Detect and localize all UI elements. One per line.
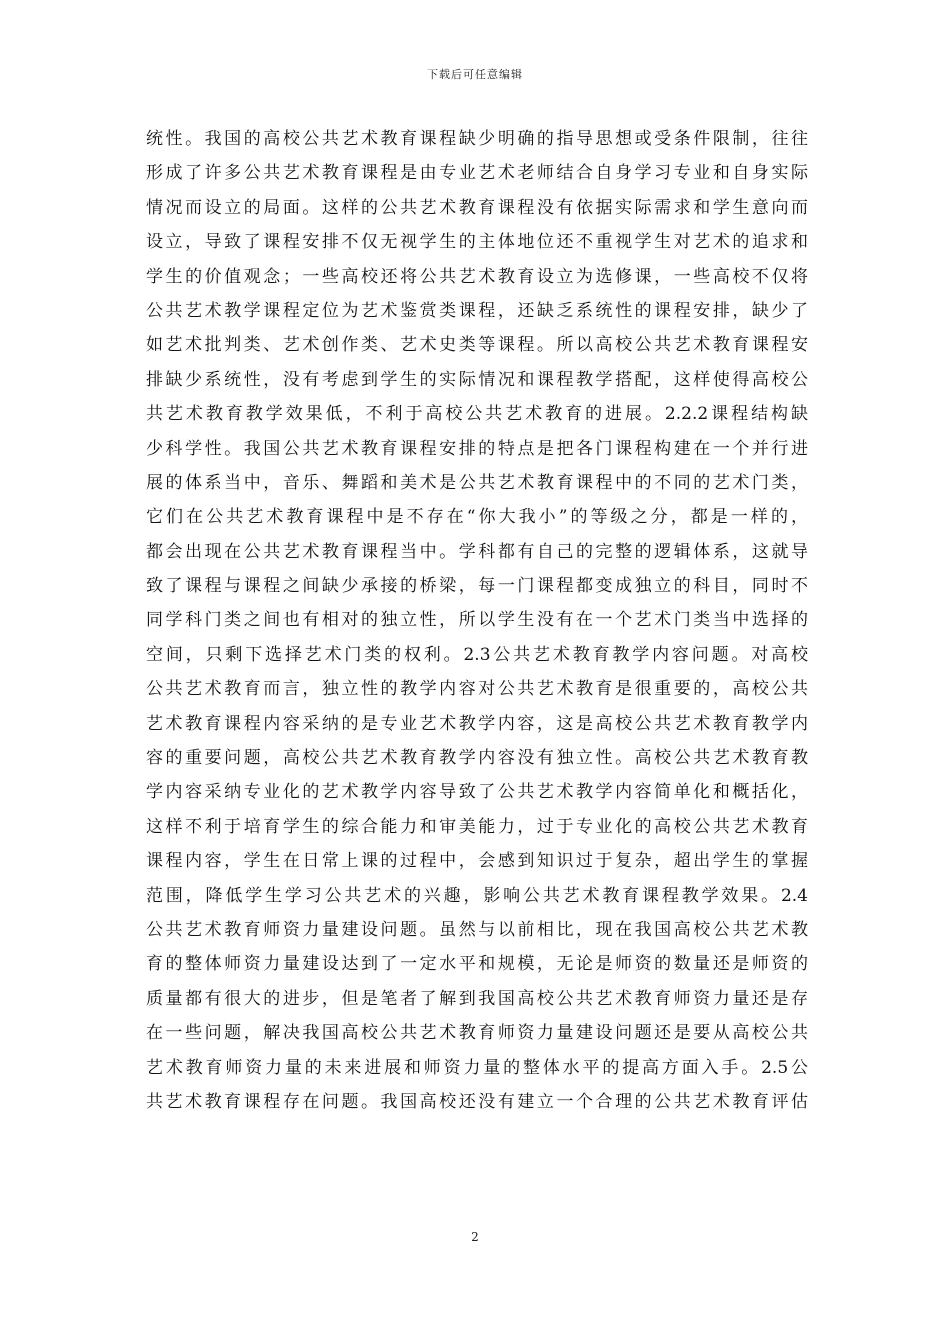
text-line: 设立，导致了课程安排不仅无视学生的主体地位还不重视学生对艺术的追求和 [146,232,808,253]
text-line: 统性。我国的高校公共艺术教育课程缺少明确的指导思想或受条件限制，往往 [146,129,808,149]
text-line: 育的整体师资力量建设达到了一定水平和规模，无论是师资的数量还是师资的 [146,954,808,975]
text-line: 情况而设立的局面。这样的公共艺术教育课程没有依据实际需求和学生意向而 [146,197,808,218]
text-line: 都会出现在公共艺术教育课程当中。学科都有自己的完整的逻辑体系，这就导 [146,541,808,562]
text-line: 学内容采纳专业化的艺术教学内容导致了公共艺术教学内容简单化和概括化， [146,782,808,803]
text-line: 学生的价值观念；一些高校还将公共艺术教育设立为选修课，一些高校不仅将 [146,266,808,287]
text-line: 艺术教育师资力量的未来进展和师资力量的整体水平的提高方面入手。2.5公 [146,1057,808,1078]
text-line: 容的重要问题，高校公共艺术教育教学内容没有独立性。高校公共艺术教育教 [146,748,808,769]
body-text [146,122,808,1119]
text-line: 形成了许多公共艺术教育课程是由专业艺术老师结合自身学习专业和自身实际 [146,163,808,184]
text-line: 排缺少系统性，没有考虑到学生的实际情况和课程教学搭配，这样使得高校公 [146,369,808,390]
text-line: 公共艺术教学课程定位为艺术鉴赏类课程，还缺乏系统性的课程安排，缺少了 [146,300,808,321]
text-line: 质量都有很大的进步，但是笔者了解到我国高校公共艺术教育师资力量还是存 [146,988,808,1009]
text-line: 它们在公共艺术教育课程中是不存在“你大我小”的等级之分，都是一样的， [146,507,808,528]
text-line: 范围，降低学生学习公共艺术的兴趣，影响公共艺术教育课程教学效果。2.4 [146,885,808,906]
text-line: 公共艺术教育师资力量建设问题。虽然与以前相比，现在我国高校公共艺术教 [146,919,808,940]
text-line: 这样不利于培育学生的综合能力和审美能力，过于专业化的高校公共艺术教育 [146,816,808,837]
text-line: 展的体系当中，音乐、舞蹈和美术是公共艺术教育课程中的不同的艺术门类， [146,472,808,493]
text-line: 同学科门类之间也有相对的独立性，所以学生没有在一个艺术门类当中选择的 [146,610,808,631]
text-line: 共艺术教育教学效果低，不利于高校公共艺术教育的进展。2.2.2课程结构缺 [146,404,808,425]
text-line: 共艺术教育课程存在问题。我国高校还没有建立一个合理的公共艺术教育评估 [146,1091,808,1112]
text-line: 空间，只剩下选择艺术门类的权利。2.3公共艺术教育教学内容问题。对高校 [146,644,808,665]
text-line: 艺术教育课程内容采纳的是专业艺术教学内容，这是高校公共艺术教育教学内 [146,713,808,734]
text-line: 少科学性。我国公共艺术教育课程安排的特点是把各门课程构建在一个并行进 [146,438,808,459]
page-number: 2 [471,1230,479,1244]
text-line: 课程内容，学生在日常上课的过程中，会感到知识过于复杂，超出学生的掌握 [146,851,808,872]
text-line: 公共艺术教育而言，独立性的教学内容对公共艺术教育是很重要的，高校公共 [146,679,808,700]
text-line: 如艺术批判类、艺术创作类、艺术史类等课程。所以高校公共艺术教育课程安 [146,335,808,356]
text-line: 致了课程与课程之间缺少承接的桥梁，每一门课程都变成独立的科目，同时不 [146,576,808,597]
text-line: 在一些问题，解决我国高校公共艺术教育师资力量建设问题还是要从高校公共 [146,1023,808,1044]
page-header: 下载后可任意编辑 [427,68,523,81]
